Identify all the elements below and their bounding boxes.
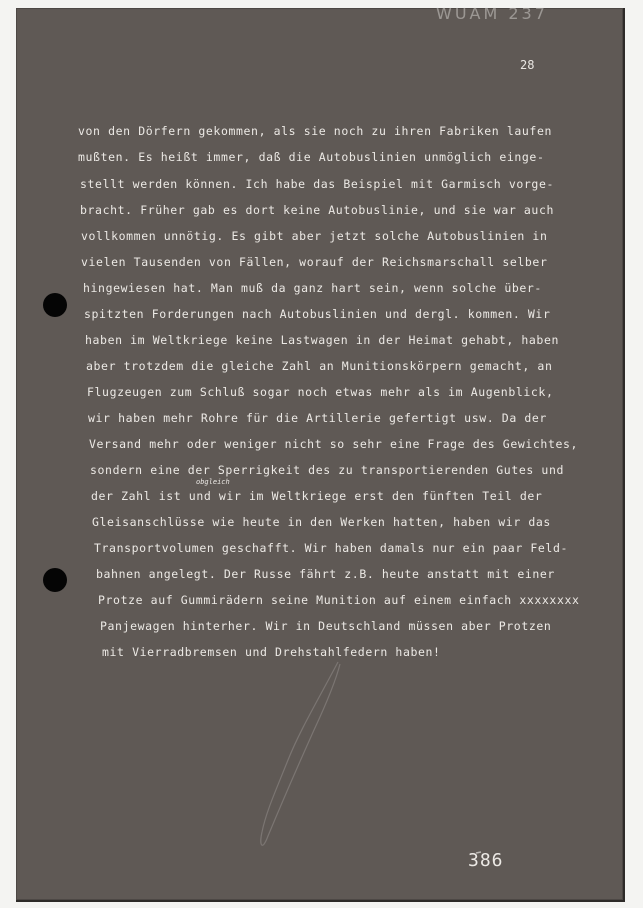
- text-line: Versand mehr oder weniger nicht so sehr eine Frage des Gewichtes,: [89, 437, 579, 451]
- text-line: vielen Tausenden von Fällen, worauf der Reichsmarschall selber: [81, 255, 548, 269]
- text-line: mit Vierradbremsen und Drehstahlfedern haben!: [102, 645, 441, 659]
- text-line: sondern eine der Sperrigkeit des zu transportierenden Gutes und: [90, 463, 564, 477]
- text-line: der Zahl ist und wir im Weltkriege erst den fünften Teil der: [91, 489, 543, 503]
- text-line: stellt werden können. Ich habe das Beispiel mit Garmisch vorge-: [80, 177, 554, 191]
- text-line: bracht. Früher gab es dort keine Autobuslinie, und sie war auch: [80, 203, 554, 217]
- archive-stamp-top: WUAM 237: [436, 4, 548, 23]
- text-line: Gleisanschlüsse wie heute in den Werken hatten, haben wir das: [92, 515, 551, 529]
- text-line: wir haben mehr Rohre für die Artillerie gefertigt usw. Da der: [88, 411, 547, 425]
- text-line: vollkommen unnötig. Es gibt aber jetzt solche Autobuslinien in: [81, 229, 548, 243]
- text-line: Protze auf Gummirädern seine Munition auf einem einfach xxxxxxxx: [98, 593, 580, 607]
- text-line: aber trotzdem die gleiche Zahl an Munitionskörpern gemacht, an: [86, 359, 553, 373]
- handwritten-insertion: obgleich: [196, 478, 230, 486]
- archive-page-number: 386: [468, 850, 504, 871]
- page-number: 28: [520, 58, 535, 72]
- text-line: spitzten Forderungen nach Autobuslinien und dergl. kommen. Wir: [84, 307, 551, 321]
- text-line: mußten. Es heißt immer, daß die Autobuslinien unmöglich einge-: [78, 150, 545, 164]
- text-line: haben im Weltkriege keine Lastwagen in der Heimat gehabt, haben: [85, 333, 559, 347]
- text-line: bahnen angelegt. Der Russe fährt z.B. heute anstatt mit einer: [96, 567, 555, 581]
- text-line: hingewiesen hat. Man muß da ganz hart sein, wenn solche über-: [83, 281, 542, 295]
- text-line: von den Dörfern gekommen, als sie noch zu ihren Fabriken laufen: [78, 124, 552, 138]
- text-line: Transportvolumen geschafft. Wir haben damals nur ein paar Feld-: [94, 541, 568, 555]
- text-line: Flugzeugen zum Schluß sogar noch etwas mehr als im Augenblick,: [87, 385, 554, 399]
- text-line: Panjewagen hinterher. Wir in Deutschland müssen aber Protzen: [100, 619, 552, 633]
